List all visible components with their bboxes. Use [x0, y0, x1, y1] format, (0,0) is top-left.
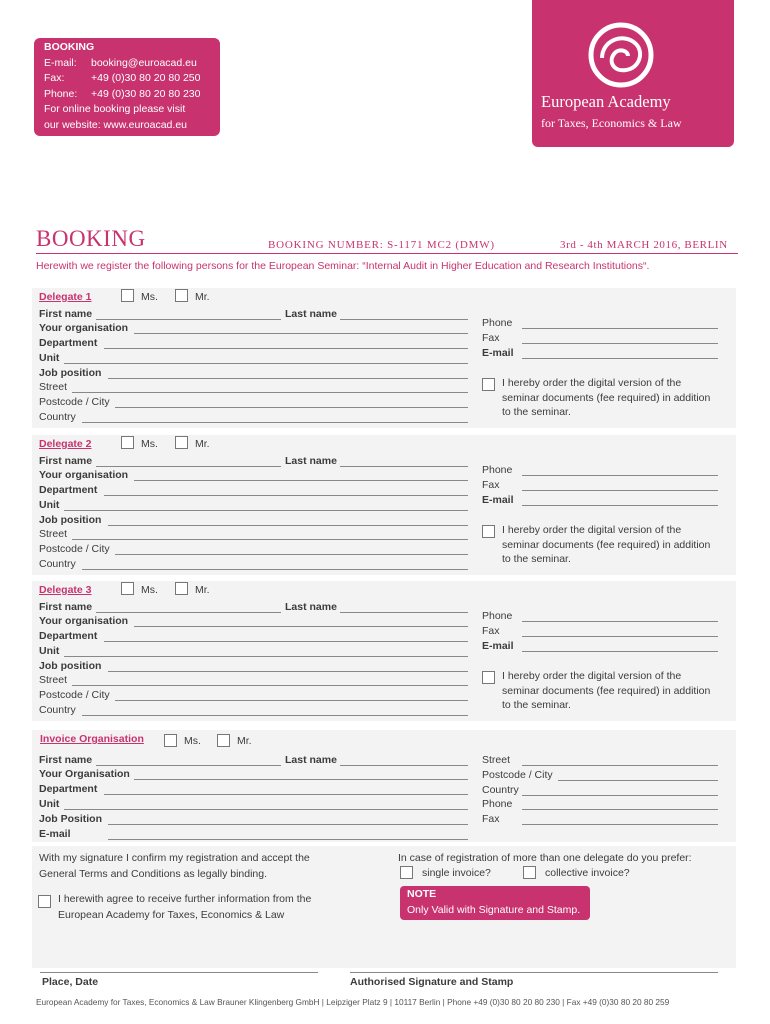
signature-label: Authorised Signature and Stamp	[350, 976, 514, 988]
delegate-3-department-label: Department	[39, 630, 98, 642]
delegate-2-mr-label: Mr.	[195, 438, 210, 450]
delegate-2-unit-field[interactable]	[64, 510, 468, 511]
delegate-3-first-name-field[interactable]	[96, 612, 281, 613]
delegate-3-fax-field[interactable]	[522, 636, 718, 637]
delegate-1-ms-label: Ms.	[141, 291, 158, 303]
invoice-postcode-label: Postcode / City	[482, 769, 553, 781]
invoice-last-name-label: Last name	[285, 754, 337, 766]
delegate-1-job-field[interactable]	[108, 378, 468, 379]
contact-title: BOOKING	[44, 41, 95, 53]
invoice-postcode-field[interactable]	[558, 780, 718, 781]
booking-number: BOOKING NUMBER: S-1171 MC2 (DMW)	[268, 239, 495, 251]
invoice-title: Invoice Organisation	[40, 733, 144, 745]
delegate-1-order-line3: to the seminar.	[502, 406, 571, 418]
fax-label: Fax:	[44, 72, 65, 84]
delegate-1-department-label: Department	[39, 337, 98, 349]
delegate-2-last-name-field[interactable]	[340, 466, 468, 467]
delegate-1-country-label: Country	[39, 411, 76, 423]
note-title: NOTE	[407, 888, 437, 900]
delegate-3-order-line3: to the seminar.	[502, 699, 571, 711]
email-label: E-mail:	[44, 56, 77, 69]
delegate-1-email-field[interactable]	[522, 358, 718, 359]
delegate-1-phone-label: Phone	[482, 317, 513, 329]
delegate-2-email-field[interactable]	[522, 505, 718, 506]
invoice-section	[32, 730, 736, 842]
delegate-1-unit-label: Unit	[39, 352, 60, 364]
invoice-fax-field[interactable]	[522, 824, 718, 825]
invoice-email-field[interactable]	[108, 839, 468, 840]
invoice-email-label: E-mail	[39, 828, 71, 840]
delegate-1-mr-checkbox[interactable]	[175, 289, 188, 302]
delegate-2-order-line2: seminar documents (fee required) in addition	[502, 539, 711, 551]
signature-confirm-line2: General Terms and Conditions as legally binding.	[39, 868, 268, 880]
multi-delegate-question: In case of registration of more than one delegate do you prefer:	[398, 852, 692, 864]
logo-name: European Academy	[541, 92, 671, 111]
agree-info-checkbox[interactable]	[38, 895, 51, 908]
delegate-3-postcode-label: Postcode / City	[39, 689, 110, 701]
invoice-first-name-field[interactable]	[96, 765, 281, 766]
delegate-2-postcode-field[interactable]	[115, 554, 468, 555]
invoice-street-label: Street	[482, 754, 511, 766]
logo-subtitle: for Taxes, Economics & Law	[541, 116, 682, 130]
delegate-3-last-name-label: Last name	[285, 601, 337, 613]
delegate-2-first-name-label: First name	[39, 455, 93, 467]
invoice-country-field[interactable]	[522, 795, 718, 796]
delegate-1-fax-label: Fax	[482, 332, 500, 344]
invoice-first-name-label: First name	[39, 754, 93, 766]
invoice-phone-field[interactable]	[522, 809, 718, 810]
delegate-2-job-field[interactable]	[108, 525, 468, 526]
delegate-2-country-field[interactable]	[82, 569, 468, 570]
delegate-2-department-label: Department	[39, 484, 98, 496]
invoice-ms-label: Ms.	[184, 735, 201, 747]
delegate-2-department-field[interactable]	[104, 495, 468, 496]
delegate-3-department-field[interactable]	[104, 641, 468, 642]
note-text: Only Valid with Signature and Stamp.	[407, 904, 581, 916]
delegate-2-fax-field[interactable]	[522, 490, 718, 491]
delegate-3-mr-label: Mr.	[195, 584, 210, 596]
invoice-department-field[interactable]	[104, 794, 468, 795]
delegate-2-order-line1: I hereby order the digital version of the	[502, 524, 682, 536]
signature-confirm-line1: With my signature I confirm my registration and accept the	[39, 852, 310, 864]
delegate-3-organisation-field[interactable]	[134, 626, 468, 627]
booking-contact-box	[34, 38, 220, 136]
delegate-2-postcode-label: Postcode / City	[39, 543, 110, 555]
page-title: BOOKING	[36, 226, 146, 251]
invoice-job-label: Job Position	[39, 813, 102, 825]
online-booking-line2: our website: www.euroacad.eu	[44, 118, 187, 131]
delegate-3-postcode-field[interactable]	[115, 700, 468, 701]
delegate-3-street-label: Street	[39, 674, 68, 686]
invoice-unit-label: Unit	[39, 798, 60, 810]
delegate-1-unit-field[interactable]	[64, 363, 468, 364]
invoice-unit-field[interactable]	[64, 809, 468, 810]
delegate-3-order-line1: I hereby order the digital version of the	[502, 670, 682, 682]
delegate-1-last-name-label: Last name	[285, 308, 337, 320]
delegate-2-ms-label: Ms.	[141, 438, 158, 450]
invoice-street-field[interactable]	[522, 765, 718, 766]
delegate-3-fax-label: Fax	[482, 625, 500, 637]
collective-invoice-label: collective invoice?	[545, 867, 630, 879]
place-date-field[interactable]	[40, 972, 318, 973]
invoice-department-label: Department	[39, 783, 98, 795]
delegate-3-last-name-field[interactable]	[340, 612, 468, 613]
delegate-1-email-label: E-mail	[482, 347, 514, 359]
delegate-2-organisation-label: Your organisation	[39, 469, 129, 481]
delegate-1-first-name-field[interactable]	[96, 319, 281, 320]
delegate-2-fax-label: Fax	[482, 479, 500, 491]
delegate-2-organisation-field[interactable]	[134, 480, 468, 481]
delegate-1-job-label: Job position	[39, 367, 102, 379]
swirl-logo-icon	[584, 20, 658, 90]
delegate-1-ms-checkbox[interactable]	[121, 289, 134, 302]
delegate-1-street-label: Street	[39, 381, 68, 393]
heading-divider	[36, 253, 738, 254]
agree-info-line2: European Academy for Taxes, Economics & Law	[58, 909, 285, 921]
delegate-3-ms-checkbox[interactable]	[121, 582, 134, 595]
delegate-1-postcode-field[interactable]	[115, 407, 468, 408]
delegate-2-unit-label: Unit	[39, 499, 60, 511]
invoice-organisation-field[interactable]	[134, 779, 468, 780]
delegate-2-job-label: Job position	[39, 514, 102, 526]
booking-fax: +49 (0)30 80 20 80 250	[91, 72, 201, 84]
delegate-2-country-label: Country	[39, 558, 76, 570]
footer: European Academy for Taxes, Economics & Law Brauner Klingenberg GmbH | Leipziger Platz 9 | 10117 Berlin | Phone +49 (0)30 80 20 80 230 | Fax +49 (0)30 80 20 80 259	[36, 997, 670, 1007]
invoice-fax-label: Fax	[482, 813, 500, 825]
booking-phone: +49 (0)30 80 20 80 230	[91, 87, 201, 100]
delegate-3-job-label: Job position	[39, 660, 102, 672]
single-invoice-label: single invoice?	[422, 867, 491, 879]
intro-text: Herewith we register the following persons for the European Seminar: “Internal Audit in Higher Education and Research Institutions“.	[36, 260, 650, 272]
delegate-3-mr-checkbox[interactable]	[175, 582, 188, 595]
phone-label: Phone:	[44, 87, 78, 100]
invoice-ms-checkbox[interactable]	[164, 734, 177, 747]
delegate-1-mr-label: Mr.	[195, 291, 210, 303]
delegate-1-phone-field[interactable]	[522, 328, 718, 329]
delegate-2-street-field[interactable]	[72, 539, 468, 540]
delegate-2-digital-docs-checkbox[interactable]	[482, 525, 495, 538]
delegate-2-mr-checkbox[interactable]	[175, 436, 188, 449]
online-booking-line1: For online booking please visit	[44, 103, 186, 115]
delegate-1-digital-docs-checkbox[interactable]	[482, 378, 495, 391]
delegate-2-ms-checkbox[interactable]	[121, 436, 134, 449]
delegate-1-organisation-field[interactable]	[134, 333, 468, 334]
delegate-2-street-label: Street	[39, 528, 68, 540]
academy-logo	[532, 0, 734, 147]
delegate-2-first-name-field[interactable]	[96, 466, 281, 467]
delegate-1-street-field[interactable]	[72, 392, 468, 393]
note-box	[400, 886, 590, 920]
delegate-3-email-field[interactable]	[522, 651, 718, 652]
terms-section	[32, 846, 736, 968]
signature-field[interactable]	[350, 972, 718, 973]
delegate-3-order-line2: seminar documents (fee required) in addition	[502, 685, 711, 697]
invoice-last-name-field[interactable]	[340, 765, 468, 766]
delegate-3-unit-label: Unit	[39, 645, 60, 657]
delegate-3-job-field[interactable]	[108, 671, 468, 672]
delegate-1-order-line1: I hereby order the digital version of the	[502, 377, 682, 389]
delegate-1-department-field[interactable]	[104, 348, 468, 349]
place-date-label: Place, Date	[42, 976, 99, 988]
delegate-2-phone-field[interactable]	[522, 475, 718, 476]
agree-info-line1: I herewith agree to receive further information from the	[58, 893, 312, 905]
delegate-2-email-label: E-mail	[482, 494, 514, 506]
delegate-2-title: Delegate 2	[39, 438, 92, 450]
delegate-1-order-line2: seminar documents (fee required) in addition	[502, 392, 711, 404]
single-invoice-checkbox[interactable]	[400, 866, 413, 879]
delegate-3-country-label: Country	[39, 704, 76, 716]
delegate-1-organisation-label: Your organisation	[39, 322, 129, 334]
invoice-job-field[interactable]	[108, 824, 468, 825]
delegate-3-first-name-label: First name	[39, 601, 93, 613]
delegate-3-phone-field[interactable]	[522, 621, 718, 622]
delegate-3-digital-docs-checkbox[interactable]	[482, 671, 495, 684]
collective-invoice-checkbox[interactable]	[523, 866, 536, 879]
delegate-2-last-name-label: Last name	[285, 455, 337, 467]
invoice-country-label: Country	[482, 784, 519, 796]
invoice-mr-checkbox[interactable]	[217, 734, 230, 747]
delegate-1-country-field[interactable]	[82, 422, 468, 423]
delegate-3-country-field[interactable]	[82, 715, 468, 716]
invoice-phone-label: Phone	[482, 798, 513, 810]
invoice-mr-label: Mr.	[237, 735, 252, 747]
delegate-3-title: Delegate 3	[39, 584, 92, 596]
delegate-1-first-name-label: First name	[39, 308, 93, 320]
delegate-1-title: Delegate 1	[39, 291, 92, 303]
delegate-2-phone-label: Phone	[482, 464, 513, 476]
booking-email: booking@euroacad.eu	[91, 56, 197, 69]
delegate-3-phone-label: Phone	[482, 610, 513, 622]
delegate-1-postcode-label: Postcode / City	[39, 396, 110, 408]
delegate-1-last-name-field[interactable]	[340, 319, 468, 320]
delegate-3-organisation-label: Your organisation	[39, 615, 129, 627]
delegate-3-unit-field[interactable]	[64, 656, 468, 657]
delegate-3-ms-label: Ms.	[141, 584, 158, 596]
invoice-organisation-label: Your Organisation	[39, 768, 130, 780]
seminar-date: 3rd - 4th MARCH 2016, BERLIN	[560, 239, 728, 251]
delegate-2-order-line3: to the seminar.	[502, 553, 571, 565]
delegate-1-fax-field[interactable]	[522, 343, 718, 344]
delegate-3-email-label: E-mail	[482, 640, 514, 652]
delegate-3-street-field[interactable]	[72, 685, 468, 686]
